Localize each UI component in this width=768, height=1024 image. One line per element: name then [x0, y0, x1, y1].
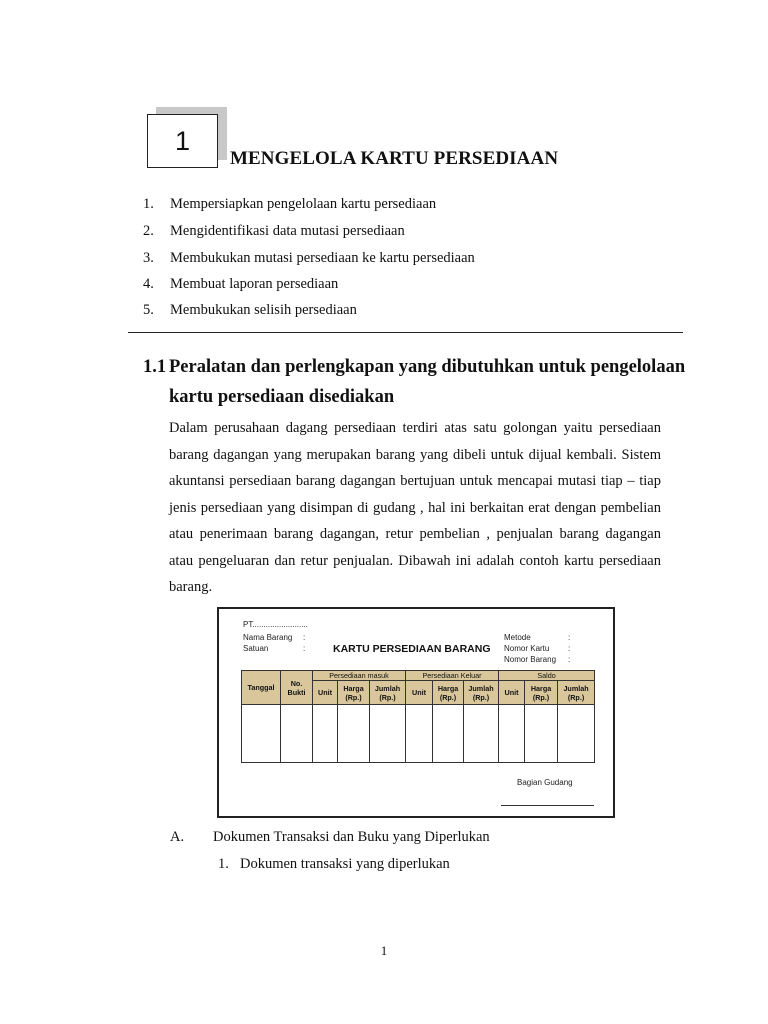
subsection-title: Dokumen Transaksi dan Buku yang Diperlukan [213, 829, 490, 845]
section-title-line1: Peralatan dan perlengkapan yang dibutuhkan untuk pengelolaan [169, 357, 686, 377]
subsection-item-number: 1. [218, 856, 229, 872]
col-harga: Harga (Rp.) [525, 681, 558, 705]
col-persediaan-masuk: Persediaan masuk [313, 671, 406, 681]
card-title: KARTU PERSEDIAAN BARANG [333, 643, 491, 655]
section-number: 1.1 [143, 357, 167, 377]
nomor-kartu-label: Nomor Kartu [504, 644, 550, 653]
col-harga: Harga (Rp.) [338, 681, 370, 705]
col-harga: Harga (Rp.) [433, 681, 464, 705]
company-field: PT......................... [243, 620, 308, 629]
metode-label: Metode [504, 633, 531, 642]
nomor-barang-label: Nomor Barang [504, 655, 557, 664]
col-unit: Unit [313, 681, 338, 705]
inventory-card-figure: PT......................... Nama Barang : Satuan : KARTU PERSEDIAAN BARANG Metode : Nomor Kartu : Nomor Barang : Tanggal No. Bukti Persediaan masuk Persediaan Keluar Saldo Unit Harga (Rp.) Jumlah (Rp.) Unit Harga (Rp.) Jumlah (Rp.) Unit Harga (Rp.) Jumlah (Rp.) Bagian Gudang [217, 607, 615, 818]
signature-label: Bagian Gudang [517, 778, 573, 787]
signature-line [501, 805, 594, 806]
col-no-bukti: No. Bukti [281, 671, 313, 705]
table-row [242, 705, 595, 763]
col-jumlah: Jumlah (Rp.) [464, 681, 499, 705]
subsection-item-text: Dokumen transaksi yang diperlukan [240, 856, 450, 872]
col-saldo: Saldo [499, 671, 595, 681]
section-title-line2: kartu persediaan disediakan [169, 387, 395, 407]
subsection-letter: A. [170, 829, 185, 845]
divider-line [128, 332, 683, 333]
col-tanggal: Tanggal [242, 671, 281, 705]
col-unit: Unit [499, 681, 525, 705]
nama-barang-label: Nama Barang [243, 633, 293, 642]
chapter-number: 1 [174, 125, 191, 156]
page-number: 1 [380, 943, 388, 958]
chapter-title: MENGELOLA KARTU PERSEDIAAN [230, 148, 559, 169]
col-jumlah: Jumlah (Rp.) [370, 681, 406, 705]
chapter-number-box [147, 114, 218, 168]
col-persediaan-keluar: Persediaan Keluar [406, 671, 499, 681]
satuan-label: Satuan [243, 644, 269, 653]
inventory-card-table [241, 670, 595, 763]
body-paragraph: Dalam perusahaan dagang persediaan terdiri atas satu golongan yaitu persediaan barang dagangan yang merupakan barang yang dibeli untuk dijual kembali. Sistem akuntansi persediaan barang dagangan bertujuan untuk mencapai mutasi tiap – tiap jenis persediaan yang disimpan di gudang , hal ini berkaitan erat dengan pembelian atau penerimaan barang dagangan, retur pembelian , penjualan barang dagangan atau pengeluaran dan retur penjualan. Dibawah ini adalah contoh kartu persediaan barang. [169, 420, 661, 595]
col-unit: Unit [406, 681, 433, 705]
col-jumlah: Jumlah (Rp.) [558, 681, 595, 705]
